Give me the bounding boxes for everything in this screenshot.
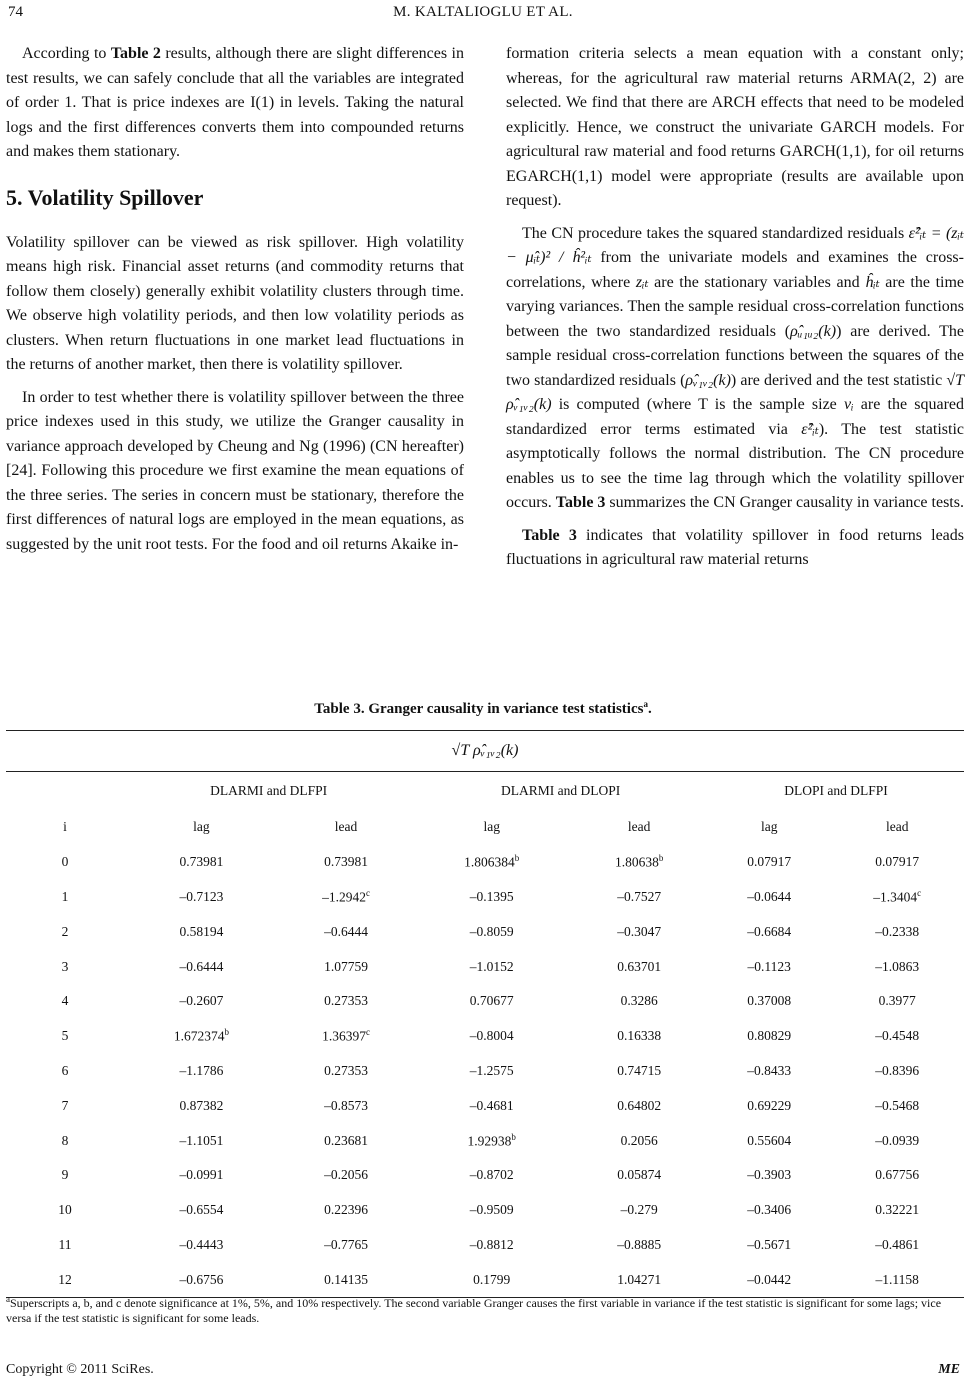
table-cell: –0.2338 [875, 923, 920, 939]
table-cell: 0.73981 [179, 854, 224, 870]
column-header: lead [885, 819, 909, 835]
row-index: 2 [61, 923, 69, 939]
table-cell: 0.07917 [875, 854, 920, 870]
table-cell: 0.87382 [179, 1097, 224, 1113]
table-caption: Table 3. Granger causality in variance test statistics$^a$. [314, 699, 652, 717]
table-row [6, 914, 964, 949]
table-cell: 0.22396 [324, 1202, 368, 1218]
table-reference: Table 2 [110, 45, 161, 62]
section-heading: 5. Volatility Spillover [6, 184, 204, 210]
table-cell: –0.9509 [469, 1202, 514, 1218]
table-stat-header: √T ρ̂ᵥ₁ᵥ₂(k) [451, 742, 519, 759]
row-index: 7 [61, 1097, 69, 1113]
table-cell: 0.64802 [617, 1097, 662, 1113]
table-cell: –0.1123 [747, 958, 791, 974]
table-grid [6, 772, 964, 1297]
table-cell: 1.36397$^c$ [322, 1027, 370, 1044]
row-index: 6 [61, 1062, 69, 1078]
table-cell: –0.3903 [747, 1167, 792, 1183]
paragraph-cn-procedure: The CN procedure takes the squared standardized residuals ε̂²ᵢₜ = (zᵢₜ − μ̂ᵢₜ)² / ĥ²ᵢₜ from the univariate models and examines the cross-correlations, where zᵢₜ are the stationary variables and ĥᵢₜ are the time varying variances. Then the sample residual cross-correlation functions between the two standardized residuals (ρ̂ᵤ₁ᵤ₂(k)) are derived. The sample residual cross-correlation functions between the squares of the two standardized residuals (ρ̂ᵥ₁ᵥ₂(k)) are derived and the test statistic √T ρ̂ᵥ₁ᵥ₂(k) is computed (where T is the sample size vᵢ are the squared standardized error terms estimated via ε̂²ᵢₜ). The test statistic asymptotically follows the normal distribution. The CN procedure enables us to see the time lag through which the volatility spillover occurs. Table 3 summarizes the CN Granger causality in variance tests. [506, 224, 965, 511]
eps-variable: ε̂²ᵢₜ [801, 420, 819, 438]
table-cell: 0.07917 [747, 854, 792, 870]
table-cell: –0.8004 [469, 1028, 514, 1044]
table-cell: –0.8702 [469, 1167, 514, 1183]
table-row [6, 1088, 964, 1123]
significance-mark: c [365, 888, 370, 899]
table-cell: –0.8812 [469, 1236, 514, 1252]
table-cell: 0.70677 [469, 993, 514, 1009]
table-cell: 1.806384$^b$ [464, 853, 520, 870]
table-row [6, 880, 964, 915]
table-cell: –0.4548 [875, 1028, 920, 1044]
table-body [6, 772, 964, 1297]
table-cell: –0.6554 [179, 1202, 224, 1218]
table-footnote: $^a$Superscripts a, b, and c denote significance at 1%, 5%, and 10% respectively. The second variable Granger causes the first variable in variance if the test statistic is significant for some lags; vice versa if the test statistic is significant for some leads. [6, 1294, 942, 1325]
row-index: 3 [61, 958, 69, 974]
row-index: 12 [58, 1271, 72, 1287]
row-index: 1 [61, 888, 69, 904]
table-cell: –0.5468 [875, 1097, 920, 1113]
table-cell: 0.1799 [473, 1271, 511, 1287]
table-cell: 0.32221 [875, 1202, 920, 1218]
group-header: DLARMI and DLOPI [501, 783, 621, 798]
column-header: i [63, 819, 67, 835]
table-cell: –0.279 [620, 1202, 658, 1218]
table-cell: 0.80829 [747, 1028, 792, 1044]
table-reference: Table 3 [555, 494, 606, 511]
table-cell: 0.3977 [878, 993, 916, 1009]
table-cell: –1.0863 [875, 958, 920, 974]
table-cell: 0.3286 [620, 993, 658, 1009]
table-row [6, 984, 964, 1019]
significance-mark: c [917, 888, 922, 899]
paragraph-model-selection: formation criteria selects a mean equation with a constant only; whereas, for the agricultural raw material returns ARMA(2, 2) are selected. We find that there are ARCH effects that need to be modeled explicitly. Hence, we construct the univariate GARCH models. For agricultural raw material and food returns GARCH(1,1), for oil returns EGARCH(1,1) model were appropriate (results are available upon request). [506, 45, 964, 209]
table-row [6, 1193, 964, 1228]
table-row [6, 1054, 964, 1089]
table-cell: –0.7123 [179, 888, 224, 904]
right-column [506, 42, 964, 581]
significance-mark: b [514, 853, 520, 864]
table-cell: –0.7765 [324, 1236, 368, 1252]
paragraph-table2-results: According to Table 2 results, although there are slight differences in test results, we can safely conclude that all the variables are integrated of order 1. That is price indexes are I(1) in levels. Taking the natural logs and the first differences converts them into compounded returns and makes them stationary. [6, 45, 464, 160]
table-cell: 0.63701 [617, 958, 662, 974]
table-cell: –0.0442 [747, 1271, 792, 1287]
table-cell: –0.2607 [179, 993, 224, 1009]
row-index: 4 [61, 993, 69, 1009]
table-cell: –0.2056 [324, 1167, 368, 1183]
table-cell: 0.27353 [324, 993, 368, 1009]
table-cell: 0.37008 [747, 993, 792, 1009]
table-row [6, 949, 964, 984]
table-cell: –0.6684 [747, 923, 792, 939]
table-reference: Table 3 [522, 526, 577, 544]
paragraph-volatility: Volatility spillover can be viewed as risk spillover. High volatility means high risk. Financial asset returns (and commodity returns that follow them closely) generally exhibit volatility clusters through time. We observe high volatility periods, and then low volatility periods as clusters. When return fluctuations in one market lead fluctuations in the returns of another market, then there is volatility spillover. [6, 233, 464, 373]
table-cell: 0.2056 [620, 1132, 658, 1148]
table-cell: 0.27353 [324, 1062, 368, 1078]
column-header: lag [193, 819, 210, 835]
table-row [6, 1158, 964, 1193]
table-cell: –0.8885 [617, 1236, 662, 1252]
row-index: 0 [61, 854, 69, 870]
table-group-row [6, 772, 964, 810]
h-variable: ĥᵢₜ [865, 273, 880, 291]
column-header: lag [760, 819, 778, 835]
table-cell: –0.1395 [469, 888, 514, 904]
table-cell: –0.0644 [747, 888, 792, 904]
row-index: 9 [61, 1167, 69, 1183]
table-cell: 1.80638$^b$ [614, 853, 664, 870]
table-cell: –0.0939 [875, 1132, 920, 1148]
significance-mark: b [224, 1027, 229, 1038]
row-index: 5 [61, 1028, 69, 1044]
table-subheader-row [6, 810, 964, 845]
table-cell: –1.2575 [469, 1062, 514, 1078]
copyright: Copyright © 2011 SciRes. [6, 1362, 154, 1377]
row-index: 11 [58, 1236, 72, 1252]
table-row [6, 1123, 964, 1158]
left-column [6, 42, 464, 565]
table-cell: –0.8573 [324, 1097, 368, 1113]
table-cell: –0.4681 [469, 1097, 514, 1113]
table-cell: 1.92938$^b$ [467, 1131, 516, 1149]
significance-mark: b [658, 853, 664, 864]
paragraph-table3-results: Table 3 indicates that volatility spillover in food returns leads fluctuations in agricultural raw material returns [506, 526, 965, 568]
table-cell: –1.1786 [179, 1062, 224, 1078]
table-cell: –0.6756 [179, 1271, 224, 1287]
test-statistic: √T ρ̂ᵥ₁ᵥ₂(k) [506, 371, 964, 413]
paragraph-method: In order to test whether there is volatility spillover between the three price indexes used in this study, we utilize the Granger causality in variance approach developed by Cheung and Ng (1996) (CN hereafter) [24]. Following this procedure we first examine the mean equations of the three series. The series in concern must be stationary, therefore the first differences of natural logs are employed in the mean equations, as suggested by the unit root tests. For the food and oil returns Akaike in- [6, 388, 464, 553]
table-cell: 0.67756 [875, 1167, 920, 1183]
table-cell: –0.8396 [875, 1062, 920, 1078]
table-row [6, 845, 964, 880]
table-cell: –0.8059 [469, 923, 514, 939]
group-header: DLOPI and DLFPI [784, 783, 888, 798]
table-cell: –0.6444 [324, 923, 368, 939]
table-cell: –0.3406 [747, 1202, 792, 1218]
rho-vv: ρ̂ᵥ₁ᵥ₂(k) [685, 371, 731, 389]
column-header: lag [483, 819, 500, 835]
running-head: M. KALTALIOGLU ET AL. [393, 4, 573, 20]
residual-equation: ε̂²ᵢₜ = (zᵢₜ − μ̂ᵢₜ)² / ĥ²ᵢₜ [506, 224, 965, 266]
group-header: DLARMI and DLFPI [210, 783, 328, 798]
row-index: 8 [61, 1132, 69, 1148]
table-cell: 0.69229 [747, 1097, 792, 1113]
table-cell: 0.58194 [179, 923, 224, 939]
journal-abbrev: ME [938, 1362, 960, 1377]
table-cell: –1.1051 [179, 1132, 224, 1148]
table-cell: 1.04271 [617, 1271, 662, 1287]
table-cell: 0.23681 [324, 1132, 368, 1148]
significance-mark: b [511, 1131, 516, 1142]
column-header: lead [627, 819, 651, 835]
table-cell: –1.0152 [469, 958, 514, 974]
table-cell: 0.74715 [617, 1062, 662, 1078]
table-cell: –0.6444 [179, 958, 224, 974]
v-variable: vᵢ [843, 396, 854, 413]
column-header: lead [334, 819, 358, 835]
row-index: 10 [58, 1202, 72, 1218]
table-cell: 0.73981 [324, 854, 368, 870]
table-cell: –0.5671 [747, 1236, 792, 1252]
table-cell: –1.3404$^c$ [873, 888, 922, 905]
table-cell: –0.3047 [617, 923, 662, 939]
page-number: 74 [8, 4, 23, 20]
table-cell: –0.4443 [179, 1236, 224, 1252]
table-cell: –0.7527 [617, 888, 662, 904]
rho-uu: ρ̂ᵤ₁ᵤ₂(k) [790, 322, 837, 340]
table-cell: 1.672374$^b$ [173, 1027, 229, 1044]
table-cell: –1.1158 [875, 1271, 919, 1287]
significance-mark: c [365, 1027, 370, 1038]
table-row [6, 1019, 964, 1054]
table-cell: –0.8433 [747, 1062, 792, 1078]
table-cell: 1.07759 [324, 958, 368, 974]
table-cell: 0.14135 [324, 1271, 368, 1287]
table-row [6, 1228, 964, 1263]
table-cell: –0.0991 [179, 1167, 224, 1183]
results-table [6, 730, 964, 1298]
table-cell: 0.05874 [617, 1167, 662, 1183]
table-cell: 0.55604 [747, 1132, 792, 1148]
table-cell: 0.16338 [617, 1028, 662, 1044]
z-variable: zᵢₜ [635, 273, 649, 291]
table-cell: –0.4861 [875, 1236, 920, 1252]
table-cell: –1.2942$^c$ [322, 888, 370, 905]
